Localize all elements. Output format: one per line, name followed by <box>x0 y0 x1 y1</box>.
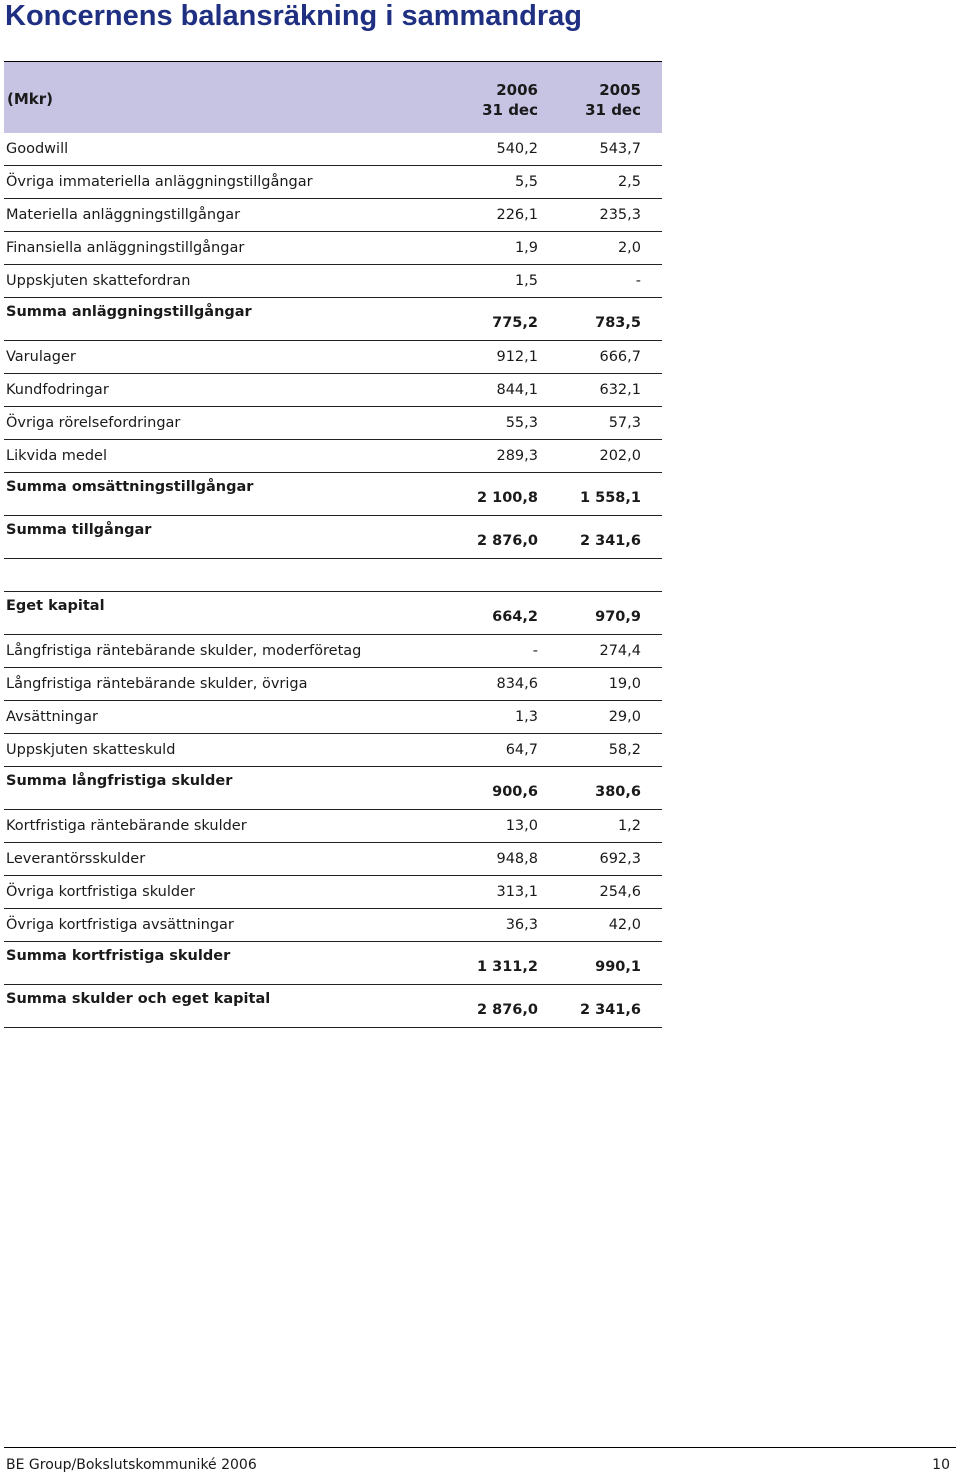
value-2006: 13,0 <box>505 818 538 834</box>
column-year: 2006 <box>496 81 538 99</box>
summary-row <box>4 516 662 559</box>
value-2005: 58,2 <box>608 742 641 758</box>
row-label: Övriga rörelsefordringar <box>6 415 181 431</box>
value-2006: 834,6 <box>496 676 538 692</box>
table-row <box>4 843 662 876</box>
row-label: Uppskjuten skatteskuld <box>6 742 176 758</box>
table-row <box>4 407 662 440</box>
summary-row <box>4 942 662 985</box>
row-label: Övriga kortfristiga avsättningar <box>6 917 234 933</box>
summary-row <box>4 592 662 635</box>
value-2005: 19,0 <box>608 676 641 692</box>
value-2006: 1 311,2 <box>476 959 538 975</box>
row-label: Summa tillgångar <box>6 522 152 538</box>
value-2006: 36,3 <box>505 917 538 933</box>
row-label: Goodwill <box>6 141 69 157</box>
value-2005: 1,2 <box>617 818 641 834</box>
row-label: Summa skulder och eget kapital <box>6 991 271 1007</box>
value-2006: 2 876,0 <box>476 1002 538 1018</box>
value-2006: - <box>532 643 538 659</box>
row-label: Finansiella anläggningstillgångar <box>6 240 245 256</box>
value-2006: 775,2 <box>492 315 538 331</box>
value-2005: 632,1 <box>599 382 641 398</box>
table-row <box>4 265 662 298</box>
value-2005: 990,1 <box>595 959 641 975</box>
value-2006: 912,1 <box>496 349 538 365</box>
value-2005: - <box>635 273 641 289</box>
table-row <box>4 374 662 407</box>
summary-row <box>4 473 662 516</box>
row-label: Summa kortfristiga skulder <box>6 948 231 964</box>
row-label: Kundfodringar <box>6 382 109 398</box>
table-row <box>4 635 662 668</box>
value-2006: 664,2 <box>492 609 538 625</box>
value-2006: 948,8 <box>496 851 538 867</box>
table-row <box>4 341 662 374</box>
column-year: 2005 <box>599 81 641 99</box>
row-label: Eget kapital <box>6 598 105 614</box>
value-2005: 783,5 <box>595 315 641 331</box>
column-header-2006 <box>482 80 538 120</box>
table-row <box>4 876 662 909</box>
table-row <box>4 909 662 942</box>
summary-row <box>4 298 662 341</box>
table-header <box>4 61 662 133</box>
row-label: Uppskjuten skattefordran <box>6 273 191 289</box>
unit-label: (Mkr) <box>7 90 54 108</box>
summary-row <box>4 985 662 1028</box>
value-2005: 57,3 <box>608 415 641 431</box>
value-2005: 2 341,6 <box>579 1002 641 1018</box>
row-label: Likvida medel <box>6 448 108 464</box>
value-2006: 5,5 <box>514 174 538 190</box>
section-spacer <box>4 559 662 592</box>
value-2005: 666,7 <box>599 349 641 365</box>
footer-document-name: BE Group/Bokslutskommuniké 2006 <box>6 1457 257 1473</box>
row-label: Varulager <box>6 349 76 365</box>
row-label: Övriga kortfristiga skulder <box>6 884 195 900</box>
value-2005: 235,3 <box>599 207 641 223</box>
row-label: Avsättningar <box>6 709 98 725</box>
value-2005: 2,5 <box>617 174 641 190</box>
value-2005: 2,0 <box>617 240 641 256</box>
value-2006: 64,7 <box>505 742 538 758</box>
value-2006: 1,9 <box>514 240 538 256</box>
row-label: Långfristiga räntebärande skulder, övriga <box>6 676 308 692</box>
table-row <box>4 166 662 199</box>
row-label: Övriga immateriella anläggningstillgångar <box>6 174 313 190</box>
table-row <box>4 810 662 843</box>
table-row <box>4 734 662 767</box>
value-2006: 844,1 <box>496 382 538 398</box>
table-row <box>4 232 662 265</box>
value-2006: 900,6 <box>492 784 538 800</box>
value-2006: 1,3 <box>514 709 538 725</box>
value-2005: 202,0 <box>599 448 641 464</box>
column-header-2005 <box>585 80 641 120</box>
value-2005: 380,6 <box>595 784 641 800</box>
liabilities-section <box>4 592 662 1028</box>
page-number: 10 <box>932 1457 950 1473</box>
value-2005: 692,3 <box>599 851 641 867</box>
value-2005: 274,4 <box>599 643 641 659</box>
value-2006: 1,5 <box>514 273 538 289</box>
value-2006: 2 100,8 <box>476 490 538 506</box>
table-row <box>4 133 662 166</box>
page-title: Koncernens balansräkning i sammandrag <box>5 0 582 32</box>
row-label: Summa omsättningstillgångar <box>6 479 254 495</box>
row-label: Leverantörsskulder <box>6 851 146 867</box>
row-label: Långfristiga räntebärande skulder, moderföretag <box>6 643 362 659</box>
column-date: 31 dec <box>482 101 538 119</box>
row-label: Summa långfristiga skulder <box>6 773 233 789</box>
value-2005: 543,7 <box>599 141 641 157</box>
value-2005: 29,0 <box>608 709 641 725</box>
column-date: 31 dec <box>585 101 641 119</box>
value-2005: 42,0 <box>608 917 641 933</box>
table-row <box>4 199 662 232</box>
value-2005: 970,9 <box>595 609 641 625</box>
value-2006: 226,1 <box>496 207 538 223</box>
value-2005: 1 558,1 <box>579 490 641 506</box>
table-row <box>4 440 662 473</box>
summary-row <box>4 767 662 810</box>
value-2006: 55,3 <box>505 415 538 431</box>
value-2006: 289,3 <box>496 448 538 464</box>
value-2005: 254,6 <box>599 884 641 900</box>
table-row <box>4 668 662 701</box>
row-label: Materiella anläggningstillgångar <box>6 207 241 223</box>
table-row <box>4 701 662 734</box>
row-label: Summa anläggningstillgångar <box>6 304 252 320</box>
assets-section <box>4 133 662 559</box>
balance-sheet-table <box>4 61 662 1028</box>
footer-divider <box>4 1447 956 1448</box>
value-2006: 540,2 <box>496 141 538 157</box>
row-label: Kortfristiga räntebärande skulder <box>6 818 247 834</box>
value-2006: 313,1 <box>496 884 538 900</box>
value-2006: 2 876,0 <box>476 533 538 549</box>
value-2005: 2 341,6 <box>579 533 641 549</box>
